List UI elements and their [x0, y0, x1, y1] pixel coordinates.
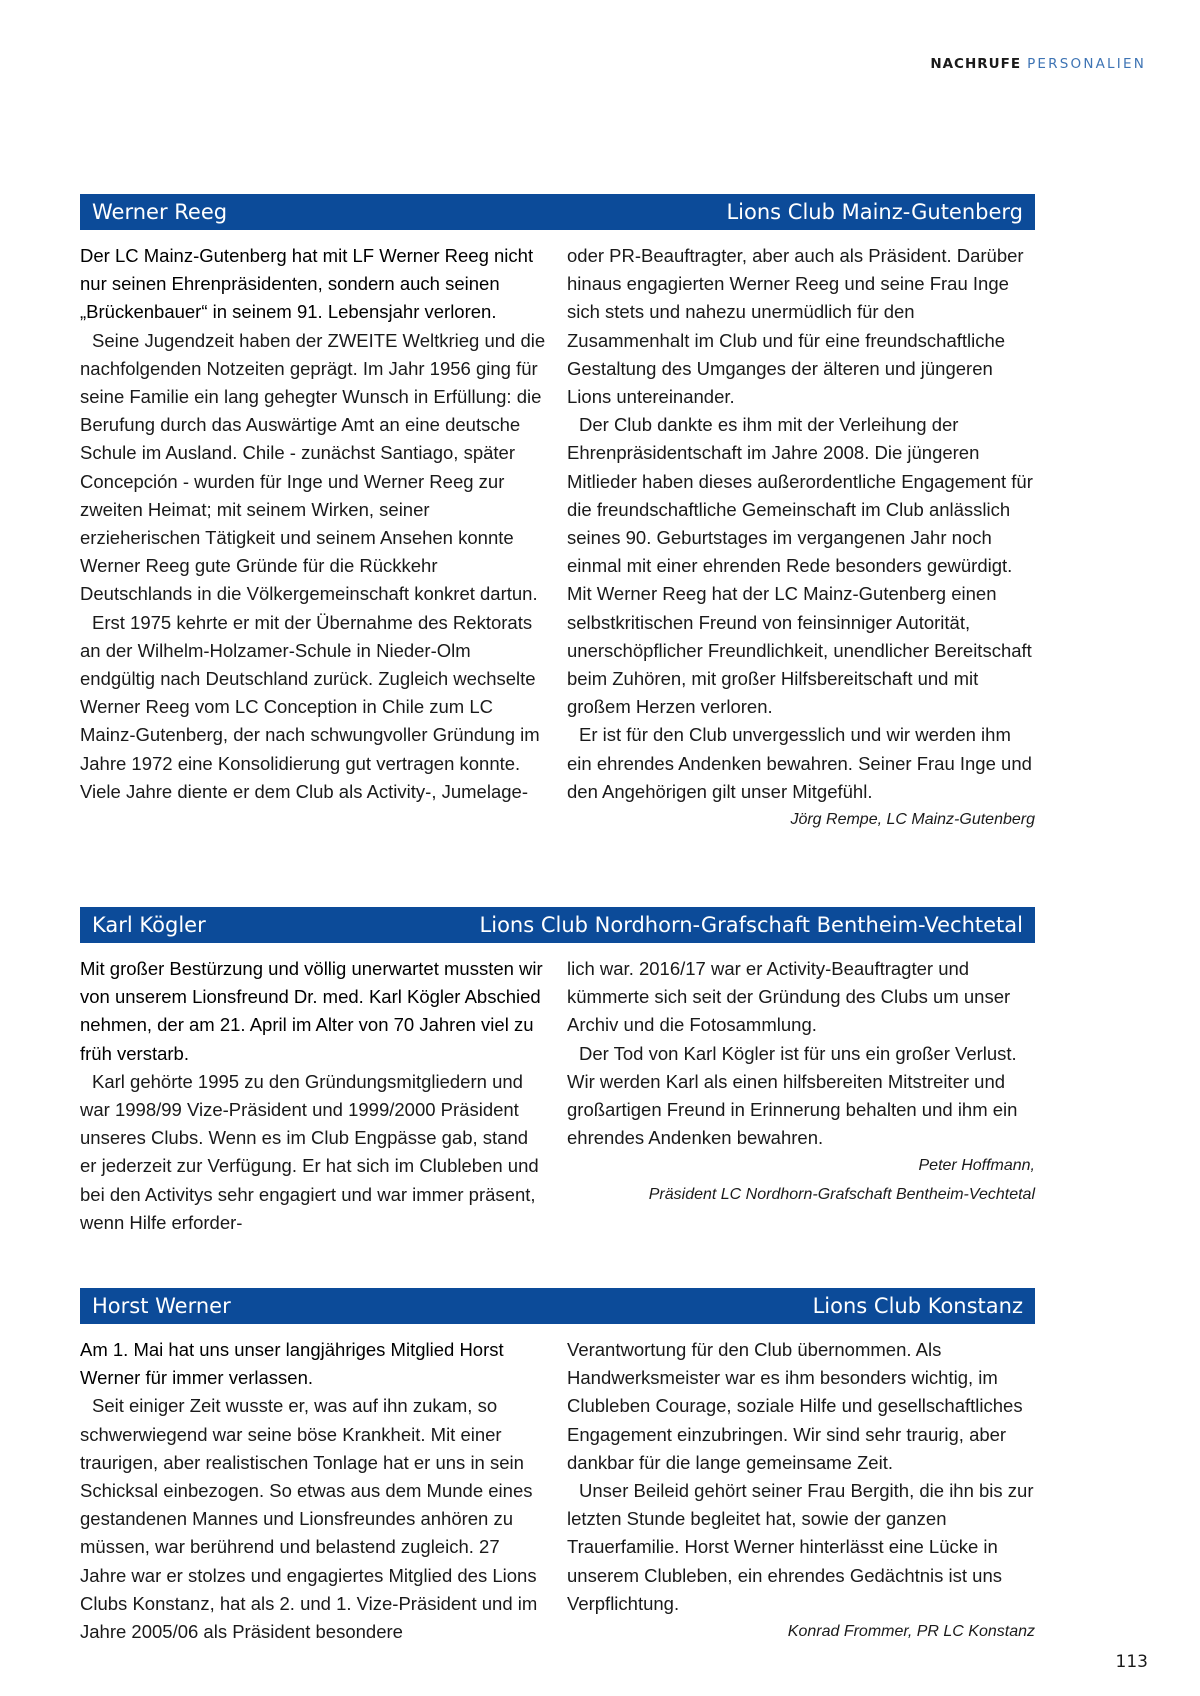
body-paragraph: oder PR-Beauftragter, aber auch als Präsident. Darüber hinaus engagierten Werner Reeg und seine Frau Inge sich stets und nahezu unermüdlich für den Zusammenhalt im Club und für eine freundschaftliche Gestaltung des Umganges der älteren und jüngeren Lions untereinander.	[567, 245, 1024, 408]
obituary-karl-koegler	[80, 907, 1035, 1237]
deceased-name: Horst Werner	[92, 1294, 231, 1318]
page-number: 113	[1115, 1652, 1148, 1672]
body-paragraph: Der Club dankte es ihm mit der Verleihung der Ehrenpräsidentschaft im Jahre 2008. Die jüngeren Mitlieder haben dieses außerordentliche Engagement für die freundschaftliche Gemeinschaft im Club anlässlich seines 90. Geburtstages im vergangenen Jahr noch einmal mit einer ehrenden Rede besonders gewürdigt. Mit Werner Reeg hat der LC Mainz-Gutenberg einen selbstkritischen Freund von feinsinniger Autorität, unerschöpflicher Freundlichkeit, unendlicher Bereitschaft beim Zuhören, mit großer Hilfsbereitschaft und mit großem Herzen verloren.	[567, 414, 1033, 718]
body-paragraph: Verantwortung für den Club übernommen. Als Handwerksmeister war es ihm besonders wichtig, im Clubleben Courage, soziale Hilfe und gesellschaftliches Engagement einzubringen. Wir sind sehr traurig, aber dankbar für die lange gemeinsame Zeit.	[567, 1339, 1023, 1473]
obituary-werner-reeg	[80, 194, 1035, 834]
article-columns	[80, 1336, 1035, 1646]
section-label: NACHRUFE	[930, 56, 1022, 72]
running-head	[930, 56, 1146, 72]
club-name: Lions Club Mainz-Gutenberg	[726, 200, 1023, 224]
body-paragraph: Unser Beileid gehört seiner Frau Bergith, die ihn bis zur letzten Stunde begleitet hat, sowie der ganzen Trauerfamilie. Horst Werner hinterlässt eine Lücke in unserem Clubleben, ein ehrendes Gedächtnis ist uns Verpflichtung.	[567, 1480, 1034, 1614]
article-header-bar	[80, 1288, 1035, 1324]
author-signature: Jörg Rempe, LC Mainz-Gutenberg	[790, 811, 1035, 829]
deceased-name: Karl Kögler	[92, 913, 206, 937]
lead-paragraph: Mit großer Bestürzung und völlig unerwartet mussten wir von unserem Lionsfreund Dr. med. Karl Kögler Abschied nehmen, der am 21. April im Alter von 70 Jahren viel zu früh verstarb.	[80, 958, 543, 1064]
article-header-bar	[80, 907, 1035, 943]
right-column	[567, 955, 1035, 1237]
right-column	[567, 242, 1035, 834]
body-paragraph: Seine Jugendzeit haben der ZWEITE Weltkrieg und die nachfolgenden Notzeiten geprägt. Im Jahr 1956 ging für seine Familie ein lang gehegter Wunsch in Erfüllung: die Berufung durch das Auswärtige Amt an eine deutsche Schule im Ausland. Chile - zunächst Santiago, später Concepción - wurden für Inge und Werner Reeg zur zweiten Heimat; mit seinem Wirken, seiner erzieherischen Tätigkeit und seinem Ansehen konnte Werner Reeg gute Gründe für die Rückkehr Deutschlands in die Völkergemeinschaft konkret dartun.	[80, 329, 546, 605]
club-name: Lions Club Nordhorn-Grafschaft Bentheim-Vechtetal	[479, 913, 1023, 937]
author-signature: Konrad Frommer, PR LC Konstanz	[787, 1623, 1035, 1641]
body-paragraph: Seit einiger Zeit wusste er, was auf ihn zukam, so schwerwiegend war seine böse Krankheit. Mit einer traurigen, aber realistischen Tonlage hat er uns in sein Schicksal einbezogen. So etwas aus dem Munde eines gestandenen Mannes und Lionsfreundes anhören zu müssen, war berührend und belastend zugleich. 27 Jahre war er stolzes und engagiertes Mitglied des Lions Clubs Konstanz, hat als 2. und 1. Vize-Präsident und im Jahre 2005/06 als Präsident besondere	[80, 1395, 538, 1643]
left-column	[80, 1336, 548, 1646]
right-column	[567, 1336, 1035, 1646]
body-paragraph: Der Tod von Karl Kögler ist für uns ein großer Verlust. Wir werden Karl als einen hilfsbereiten Mitstreiter und großartigen Freund in Erinnerung behalten und ihm ein ehrendes Andenken bewahren.	[567, 1042, 1018, 1149]
body-paragraph: Karl gehörte 1995 zu den Gründungsmitgliedern und war 1998/99 Vize-Präsident und 1999/2000 Präsident unseres Clubs. Wenn es im Club Engpässe gab, stand er jederzeit zur Verfügung. Er hat sich im Clubleben und bei den Activitys sehr engagiert und war immer präsent, wenn Hilfe erforder-	[80, 1070, 539, 1233]
author-signature: Peter Hoffmann,	[918, 1157, 1035, 1175]
obituary-horst-werner	[80, 1288, 1035, 1646]
article-header-bar	[80, 194, 1035, 230]
deceased-name: Werner Reeg	[92, 200, 228, 224]
subsection-label: PERSONALIEN	[1027, 56, 1146, 72]
body-paragraph: Er ist für den Club unvergesslich und wir werden ihm ein ehrendes Andenken bewahren. Seiner Frau Inge und den Angehörigen gilt unser Mitgefühl.	[567, 724, 1032, 802]
author-title: Präsident LC Nordhorn-Grafschaft Bentheim-Vechtetal	[648, 1185, 1035, 1203]
left-column	[80, 242, 548, 834]
lead-paragraph: Am 1. Mai hat uns unser langjähriges Mitglied Horst Werner für immer verlassen.	[80, 1339, 504, 1389]
left-column	[80, 955, 548, 1237]
body-paragraph: Erst 1975 kehrte er mit der Übernahme des Rektorats an der Wilhelm-Holzamer-Schule in Nieder-Olm endgültig nach Deutschland zurück. Zugleich wechselte Werner Reeg vom LC Conception in Chile zum LC Mainz-Gutenberg, der nach schwungvoller Gründung im Jahre 1972 eine Konsolidierung gut vertragen konnte. Viele Jahre diente er dem Club als Activity-, Jumelage-	[80, 611, 540, 802]
article-columns	[80, 242, 1035, 834]
body-paragraph: lich war. 2016/17 war er Activity-Beauftragter und kümmerte sich seit der Gründung des Clubs um unser Archiv und die Fotosammlung.	[567, 958, 1011, 1036]
lead-paragraph: Der LC Mainz-Gutenberg hat mit LF Werner Reeg nicht nur seinen Ehrenpräsidenten, sondern auch seinen „Brückenbauer“ in seinem 91. Lebensjahr verloren.	[80, 245, 534, 323]
article-columns	[80, 955, 1035, 1237]
club-name: Lions Club Konstanz	[812, 1294, 1023, 1318]
